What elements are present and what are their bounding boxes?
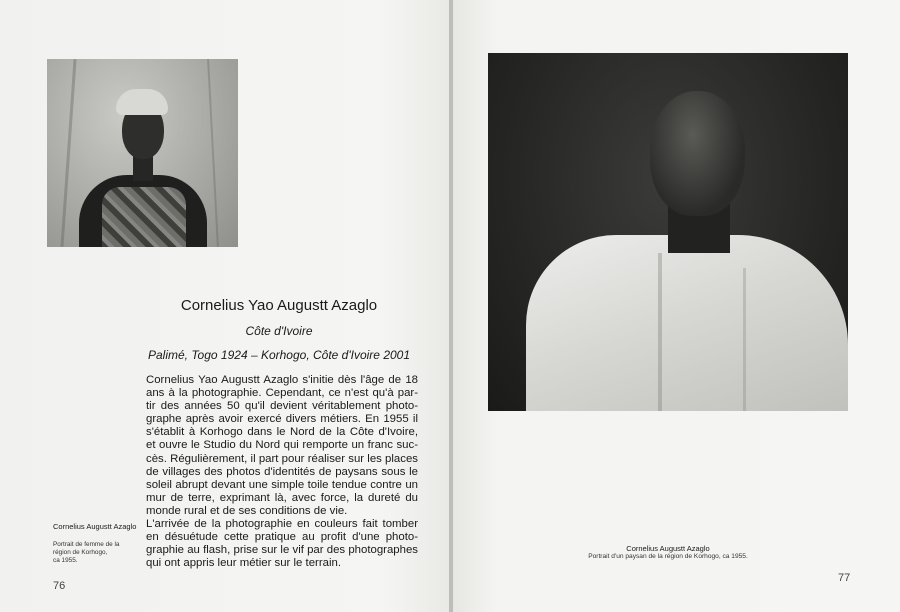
biography-line: qui ont appris leur métier sur le terrain.	[146, 557, 341, 570]
right-photo-caption-description: Portrait d'un paysan de la région de Korhogo, ca 1955.	[588, 553, 748, 560]
biography-line: en désuétude cette pratique au profit d'une photo-	[146, 531, 418, 544]
birth-death-dates: Palimé, Togo 1924 – Korhogo, Côte d'Ivoire 2001	[147, 348, 411, 362]
right-page-number: 77	[838, 572, 851, 584]
left-photo-caption-description	[53, 541, 133, 566]
woman-portrait-photo	[47, 59, 238, 247]
biography-line: monde rural et de ses conditions de vie.	[146, 504, 348, 517]
country-subtitle: Côte d'Ivoire	[245, 324, 313, 338]
biography-line: s'établit à Korhogo dans le Nord de la Côte d'Ivoire,	[146, 426, 418, 439]
right-photo-caption-name: Cornelius Augustt Azaglo	[626, 544, 710, 553]
biography-line: ans à la photographie. Cependant, ce n'est qu'à par-	[146, 387, 418, 400]
left-page-number: 76	[53, 580, 66, 592]
caption-line: Portrait de femme de la	[53, 541, 120, 548]
caption-line: région de Korhogo,	[53, 549, 108, 557]
biography-line: Cornelius Yao Augustt Azaglo s'initie dès l'âge de 18	[146, 374, 418, 386]
biography-line: cès. Régulièrement, il part pour réaliser sur les places	[146, 452, 418, 465]
biography-line: L'arrivée de la photographie en couleurs fait tomber	[146, 518, 418, 531]
biography-line: mur de terre, exprimant là, avec force, la dureté du	[146, 491, 418, 504]
biography-line: et ouvre le Studio du Nord qui remporte un franc suc-	[146, 439, 418, 452]
photographer-name-title: Cornelius Yao Augustt Azaglo	[180, 297, 378, 314]
caption-line: ca 1955.	[53, 557, 78, 565]
biography-line: graphe après avoir exercé divers métiers. En 1955 il	[146, 413, 418, 426]
biography-text	[146, 374, 418, 570]
biography-line: de villages des photos d'identités de paysans sous le	[146, 465, 418, 478]
left-photo-caption-name: Cornelius Augustt Azaglo	[53, 522, 137, 531]
old-man-portrait-photo	[488, 53, 848, 411]
biography-line: tir des années 50 qu'il devient véritablement photo-	[146, 400, 418, 413]
biography-line: graphie au flash, prise sur le vif par des photographes	[146, 544, 418, 557]
biography-line: soleil abrupt devant une simple toile tendue contre un	[146, 478, 418, 491]
